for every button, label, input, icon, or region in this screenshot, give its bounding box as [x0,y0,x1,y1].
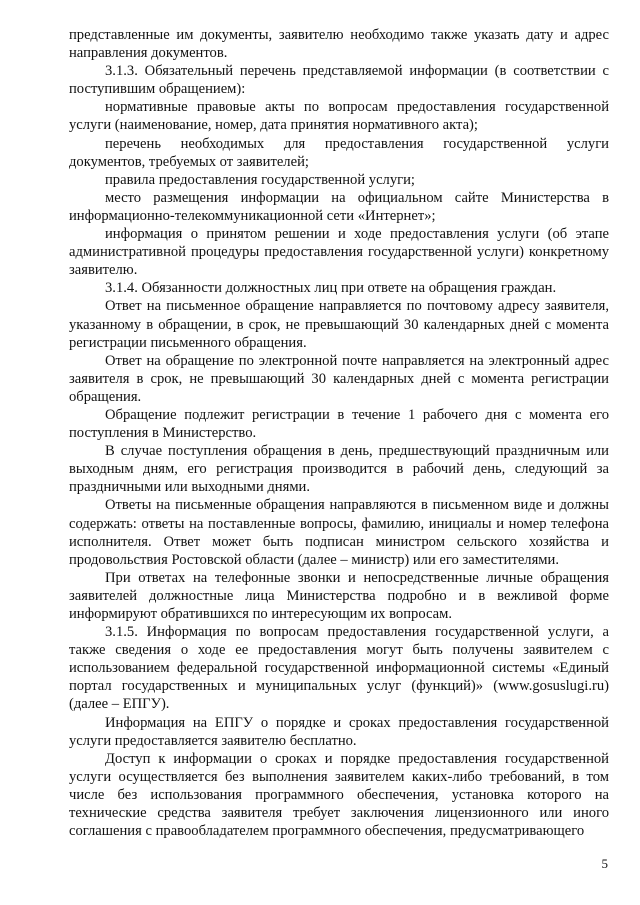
paragraph: информация о принятом решении и ходе предоставления услуги (об этапе административной процедуры предоставления государственной услуги) конкретному заявителю. [69,226,609,279]
paragraph: Доступ к информации о сроках и порядке предоставления государственной услуги осуществляется без выполнения заявителем каких-либо требований, в том числе без использования программного обеспечения, установка которого на технические средства заявителя требует заключения лицензионного или иного соглашения с правообладателем программного обеспечения, предусматривающего [69,750,609,840]
paragraph: В случае поступления обращения в день, предшествующий праздничным или выходным дням, его регистрация производится в рабочий день, следующий за праздничными или выходными днями. [69,443,609,496]
paragraph: 3.1.3. Обязательный перечень представляемой информации (в соответствии с поступившим обращением): [69,63,609,98]
paragraph: Информация на ЕПГУ о порядке и сроках предоставления государственной услуги предоставляется заявителю бесплатно. [69,714,609,749]
paragraph: место размещения информации на официальном сайте Министерства в информационно-телекоммуникационной сети «Интернет»; [69,189,609,224]
document-body [69,26,609,840]
paragraph: представленные им документы, заявителю необходимо также указать дату и адрес направления документов. [69,27,609,62]
paragraph: нормативные правовые акты по вопросам предоставления государственной услуги (наименование, номер, дата принятия нормативного акта); [69,99,609,134]
paragraph: Ответ на письменное обращение направляется по почтовому адресу заявителя, указанному в обращении, в срок, не превышающий 30 календарных дней с момента регистрации письменного обращения. [69,298,609,351]
page-number: 5 [601,856,608,871]
paragraph: правила предоставления государственной услуги; [105,171,415,188]
paragraph: Ответ на обращение по электронной почте направляется на электронный адрес заявителя в срок, не превышающий 30 календарных дней с момента регистрации обращения. [69,352,609,405]
paragraph: 3.1.5. Информация по вопросам предоставления государственной услуги, а также сведения о ходе ее предоставления могут быть получены заявителем с использованием федеральной государственной информационной системы «Единый портал государственных и муниципальных услуг (функций)» (www.gosuslugi.ru) (далее – ЕПГУ). [69,624,609,713]
paragraph: Ответы на письменные обращения направляются в письменном виде и должны содержать: ответы на поставленные вопросы, фамилию, инициалы и номер телефона исполнителя. Ответ может быть подписан министром сельского хозяйства и продовольствия Ростовской области (далее – министр) или его заместителями. [69,497,609,568]
paragraph: перечень необходимых для предоставления государственной услуги документов, требуемых от заявителей; [69,135,609,170]
paragraph: Обращение подлежит регистрации в течение 1 рабочего дня с момента его поступления в Министерство. [69,406,609,442]
section-heading: 3.1.4. Обязанности должностных лиц при ответе на обращения граждан. [105,280,557,297]
paragraph: При ответах на телефонные звонки и непосредственные личные обращения заявителей должностные лица Министерства подробно и в вежливой форме информируют обратившихся по интересующим их вопросам. [69,569,609,622]
